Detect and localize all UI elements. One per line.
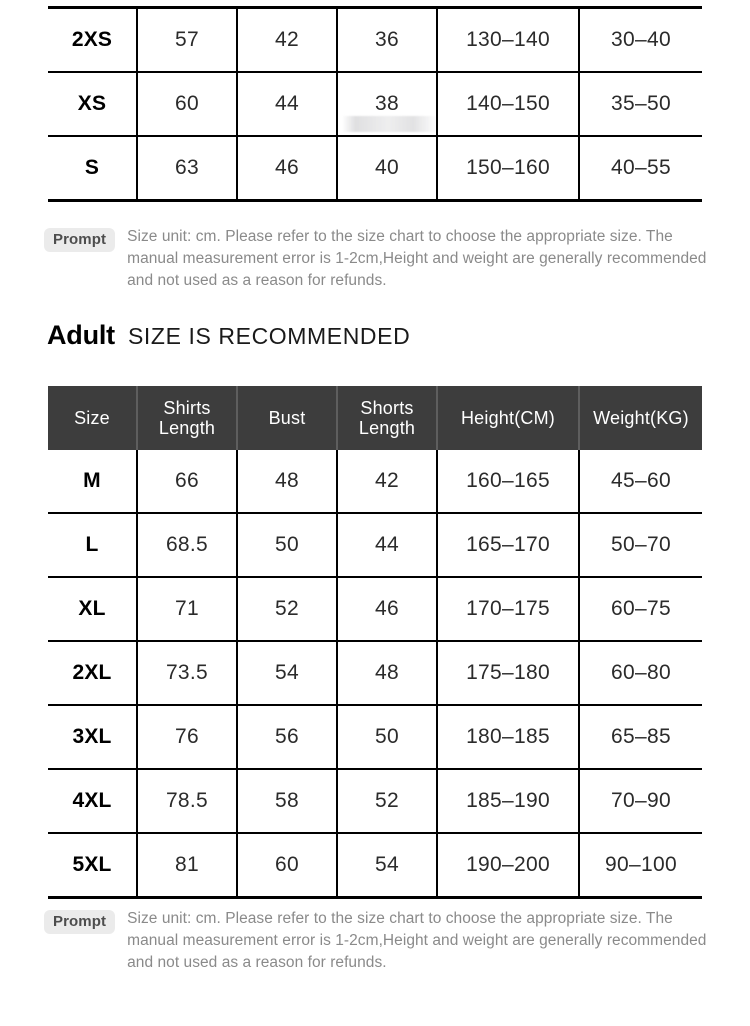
cell-size: XL <box>48 577 137 641</box>
cell-shorts-length: 52 <box>337 769 437 833</box>
column-header-shirts-length-line2: Length <box>158 418 216 438</box>
table-row <box>48 641 702 705</box>
adult-table-body <box>48 450 702 898</box>
cell-height: 175–180 <box>437 641 579 705</box>
table-header-row <box>48 386 702 450</box>
cell-height: 180–185 <box>437 705 579 769</box>
cell-shirts-length: 57 <box>137 8 237 73</box>
cell-size: 5XL <box>48 833 137 898</box>
cell-shorts-length: 44 <box>337 513 437 577</box>
cell-size: S <box>48 136 137 201</box>
cell-weight: 60–80 <box>579 641 702 705</box>
column-header-shorts-length-line2: Length <box>358 418 416 438</box>
cell-weight: 40–55 <box>579 136 702 201</box>
cell-weight: 50–70 <box>579 513 702 577</box>
cell-weight: 45–60 <box>579 450 702 513</box>
table-row <box>48 136 702 201</box>
cell-shorts-length: 50 <box>337 705 437 769</box>
cell-bust: 54 <box>237 641 337 705</box>
cell-size: 2XL <box>48 641 137 705</box>
column-header-weight <box>579 386 702 450</box>
adult-heading-strong: Adult <box>47 320 115 350</box>
table-row <box>48 8 702 73</box>
cell-height: 170–175 <box>437 577 579 641</box>
cell-bust: 56 <box>237 705 337 769</box>
cell-bust: 44 <box>237 72 337 136</box>
cell-height: 130–140 <box>437 8 579 73</box>
prompt-note-top <box>44 226 710 292</box>
table-row <box>48 72 702 136</box>
adult-table-header <box>48 386 702 450</box>
adult-section-heading <box>47 320 410 351</box>
cell-shorts-length: 48 <box>337 641 437 705</box>
cell-bust: 60 <box>237 833 337 898</box>
cell-height: 190–200 <box>437 833 579 898</box>
cell-shorts-length: 54 <box>337 833 437 898</box>
prompt-badge: Prompt <box>44 910 115 934</box>
cell-bust: 42 <box>237 8 337 73</box>
cell-height: 140–150 <box>437 72 579 136</box>
prompt-text: Size unit: cm. Please refer to the size chart to choose the appropriate size. The manual measurement error is 1-2cm,Height and weight are generally recommended and not used as a reason for refunds. <box>127 910 707 971</box>
table-row <box>48 769 702 833</box>
table-row <box>48 833 702 898</box>
cell-size: 3XL <box>48 705 137 769</box>
cell-shirts-length: 78.5 <box>137 769 237 833</box>
kids-table-body <box>48 8 702 201</box>
column-header-size <box>48 386 137 450</box>
adult-size-table <box>48 386 702 899</box>
cell-height: 150–160 <box>437 136 579 201</box>
cell-bust: 48 <box>237 450 337 513</box>
column-header-weight-label: Weight(KG) <box>593 407 689 428</box>
cell-shorts-length: 42 <box>337 450 437 513</box>
column-header-shorts-length <box>337 386 437 450</box>
cell-shirts-length: 73.5 <box>137 641 237 705</box>
cell-shirts-length: 76 <box>137 705 237 769</box>
prompt-text: Size unit: cm. Please refer to the size chart to choose the appropriate size. The manual measurement error is 1-2cm,Height and weight are generally recommended and not used as a reason for refunds. <box>127 228 707 289</box>
cell-size: 4XL <box>48 769 137 833</box>
cell-shirts-length: 71 <box>137 577 237 641</box>
cell-size: 2XS <box>48 8 137 73</box>
cell-bust: 58 <box>237 769 337 833</box>
cell-height: 160–165 <box>437 450 579 513</box>
cell-shirts-length: 81 <box>137 833 237 898</box>
cell-weight: 70–90 <box>579 769 702 833</box>
cell-weight: 65–85 <box>579 705 702 769</box>
column-header-shirts-length <box>137 386 237 450</box>
cell-shorts-length: 36 <box>337 8 437 73</box>
cell-weight: 35–50 <box>579 72 702 136</box>
adult-heading-light: SIZE IS RECOMMENDED <box>127 323 411 349</box>
cell-shirts-length: 68.5 <box>137 513 237 577</box>
cell-shorts-length: 46 <box>337 577 437 641</box>
cell-weight: 60–75 <box>579 577 702 641</box>
cell-size: M <box>48 450 137 513</box>
cell-shirts-length: 60 <box>137 72 237 136</box>
column-header-shirts-length-line1: Shirts <box>163 397 211 418</box>
cell-shorts-length: 38 <box>337 72 437 136</box>
column-header-shorts-length-line1: Shorts <box>360 397 414 418</box>
column-header-bust-label: Bust <box>268 407 306 428</box>
prompt-badge: Prompt <box>44 228 115 252</box>
cell-size: XS <box>48 72 137 136</box>
cell-weight: 90–100 <box>579 833 702 898</box>
column-header-size-label: Size <box>74 407 110 428</box>
table-row <box>48 513 702 577</box>
column-header-height-label: Height(CM) <box>460 407 555 428</box>
cell-bust: 46 <box>237 136 337 201</box>
cell-bust: 52 <box>237 577 337 641</box>
column-header-height <box>437 386 579 450</box>
cell-shorts-length: 40 <box>337 136 437 201</box>
cell-height: 185–190 <box>437 769 579 833</box>
table-row <box>48 705 702 769</box>
cell-height: 165–170 <box>437 513 579 577</box>
cell-bust: 50 <box>237 513 337 577</box>
kids-size-table <box>48 6 702 202</box>
cell-weight: 30–40 <box>579 8 702 73</box>
cell-shirts-length: 66 <box>137 450 237 513</box>
column-header-bust <box>237 386 337 450</box>
prompt-note-bottom <box>44 908 710 974</box>
cell-size: L <box>48 513 137 577</box>
table-row <box>48 450 702 513</box>
table-row <box>48 577 702 641</box>
cell-shirts-length: 63 <box>137 136 237 201</box>
